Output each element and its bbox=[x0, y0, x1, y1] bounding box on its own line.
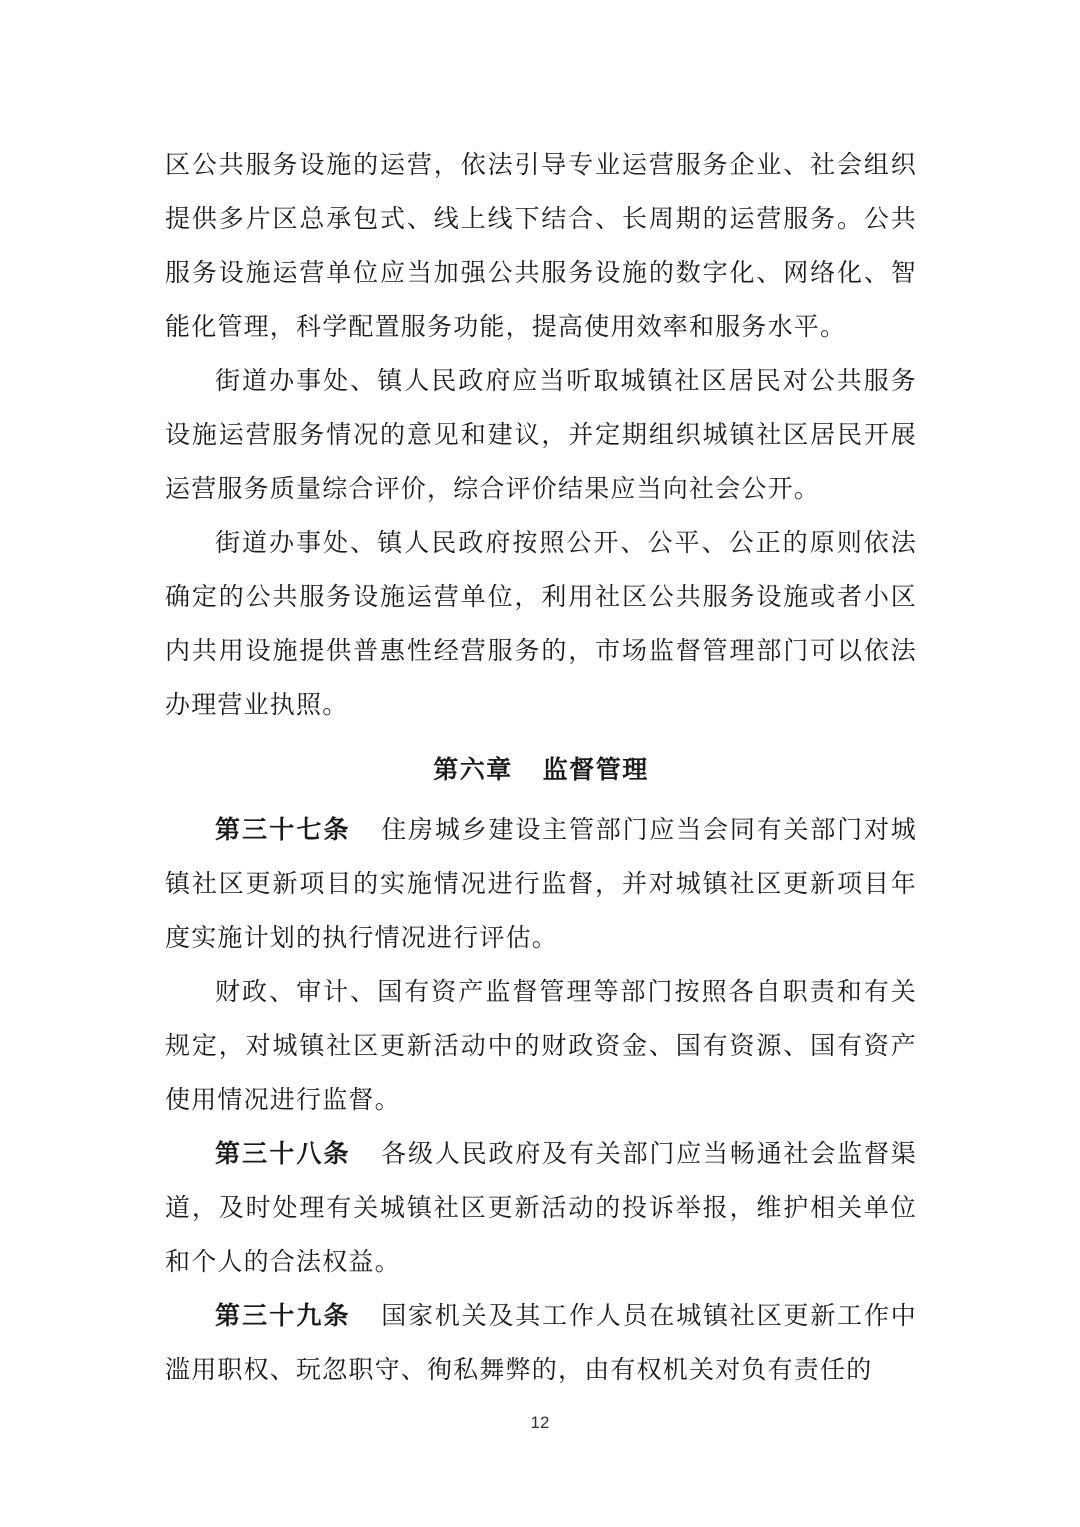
paragraph-public-opinion: 街道办事处、镇人民政府应当听取城镇社区居民对公共服务设施运营服务情况的意见和建议，并定期组织城镇社区居民开展运营服务质量综合评价，综合评价结果应当向社会公开。 bbox=[165, 366, 917, 503]
document-body bbox=[165, 138, 917, 1397]
chapter-heading bbox=[165, 743, 917, 797]
article-39 bbox=[165, 1289, 917, 1397]
page-number: 12 bbox=[530, 1413, 550, 1432]
article-39-text: 国家机关及其工作人员在城镇社区更新工作中滥用职权、玩忽职守、徇私舞弊的，由有权机关对负有责任的 bbox=[165, 1301, 917, 1384]
article-38 bbox=[165, 1127, 917, 1289]
chapter-title: 监督管理 bbox=[542, 755, 649, 784]
article-37-text: 住房城乡建设主管部门应当会同有关部门对城镇社区更新项目的实施情况进行监督，并对城镇社区更新项目年度实施计划的执行情况进行评估。 bbox=[165, 815, 917, 952]
paragraph-business-license: 街道办事处、镇人民政府按照公开、公平、公正的原则依法确定的公共服务设施运营单位，利用社区公共服务设施或者小区内共用设施提供普惠性经营服务的，市场监督管理部门可以依法办理营业执照。 bbox=[165, 528, 917, 719]
article-37-paragraph-2: 财政、审计、国有资产监督管理等部门按照各自职责和有关规定，对城镇社区更新活动中的财政资金、国有资源、国有资产使用情况进行监督。 bbox=[165, 977, 917, 1114]
article-38-text: 各级人民政府及有关部门应当畅通社会监督渠道，及时处理有关城镇社区更新活动的投诉举报，维护相关单位和个人的合法权益。 bbox=[165, 1139, 917, 1276]
article-38-heading: 第三十八条 bbox=[215, 1139, 351, 1168]
article-37-heading: 第三十七条 bbox=[215, 815, 351, 844]
article-39-heading: 第三十九条 bbox=[215, 1301, 351, 1330]
article-37 bbox=[165, 803, 917, 965]
paragraph-continuation: 区公共服务设施的运营，依法引导专业运营服务企业、社会组织提供多片区总承包式、线上线下结合、长周期的运营服务。公共服务设施运营单位应当加强公共服务设施的数字化、网络化、智能化管理，科学配置服务功能，提高使用效率和服务水平。 bbox=[165, 150, 917, 341]
chapter-number: 第六章 bbox=[433, 755, 513, 784]
